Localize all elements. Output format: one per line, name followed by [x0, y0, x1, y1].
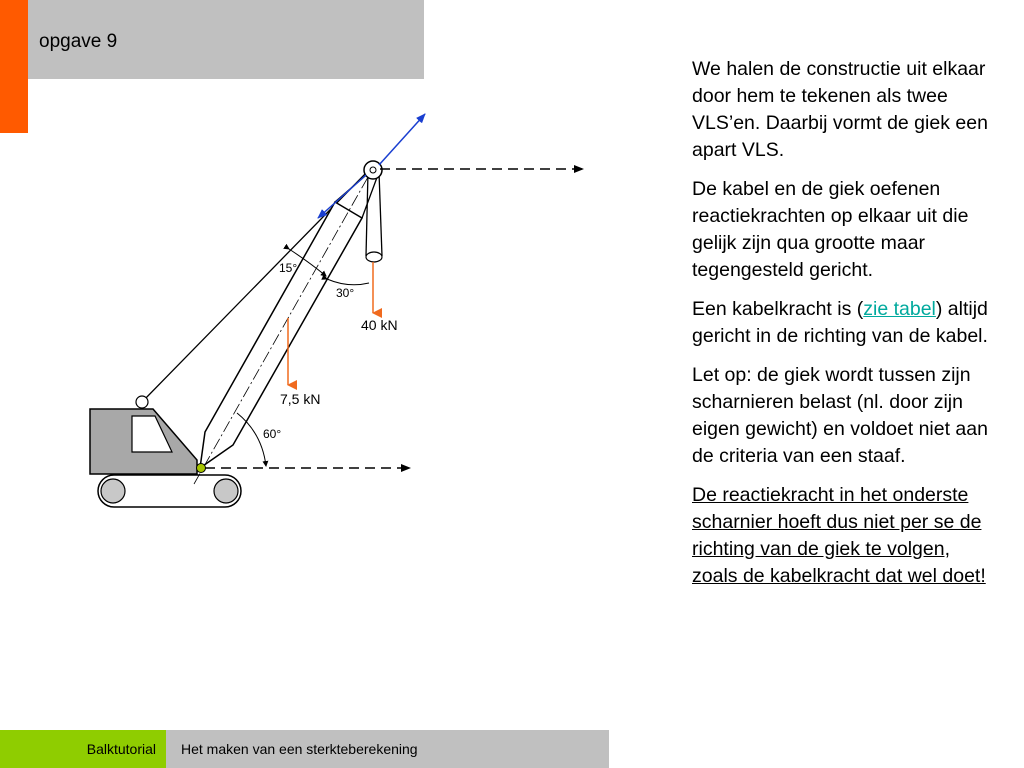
load-label-top: 40 kN [361, 317, 398, 333]
angle-label-30: 30° [336, 286, 355, 300]
slide-title: opgave 9 [39, 31, 118, 52]
crane-boom [194, 170, 379, 484]
footer-left [0, 730, 166, 768]
angle-label-15: 15° [279, 261, 298, 275]
table-link[interactable]: zie tabel [863, 298, 936, 320]
angle-arc-30 [327, 279, 369, 285]
bottom-hinge [197, 464, 206, 473]
paragraph-1: We halen de constructie uit elkaar door hem te tekenen als twee VLS’en. Daarbij vormt de giek een apart VLS. [692, 58, 988, 161]
footer-left-label: Balktutorial [86, 741, 156, 757]
angle-label-60: 60° [263, 427, 282, 441]
cable-force-arrow-up [379, 114, 425, 165]
paragraph-3-before: Een kabelkracht is ( [692, 298, 864, 320]
explanation-text [692, 56, 992, 602]
paragraph-2: De kabel en de giek oefenen reactiekrachten op elkaar uit die gelijk zijn qua grootte maar tegengesteld gericht. [692, 178, 969, 281]
footer-right-label: Het maken van een sterkteberekening [181, 741, 418, 757]
paragraph-3 [692, 296, 992, 350]
load-label-mid: 7,5 kN [280, 391, 321, 407]
crane-cab [90, 409, 197, 474]
paragraph-5: De reactiekracht in het onderste scharnier hoeft dus niet per se de richting van de giek te volgen, zoals de kabelkracht dat wel doet! [692, 484, 986, 587]
crane-tracks [98, 475, 241, 507]
paragraph-4: Let op: de giek wordt tussen zijn scharnieren belast (nl. door zijn eigen gewicht) en voldoet niet aan de criteria van een staaf. [692, 364, 988, 467]
paragraph-3-after: ) altijd gericht in de richting van de kabel. [692, 298, 988, 347]
footer-right [166, 730, 609, 768]
